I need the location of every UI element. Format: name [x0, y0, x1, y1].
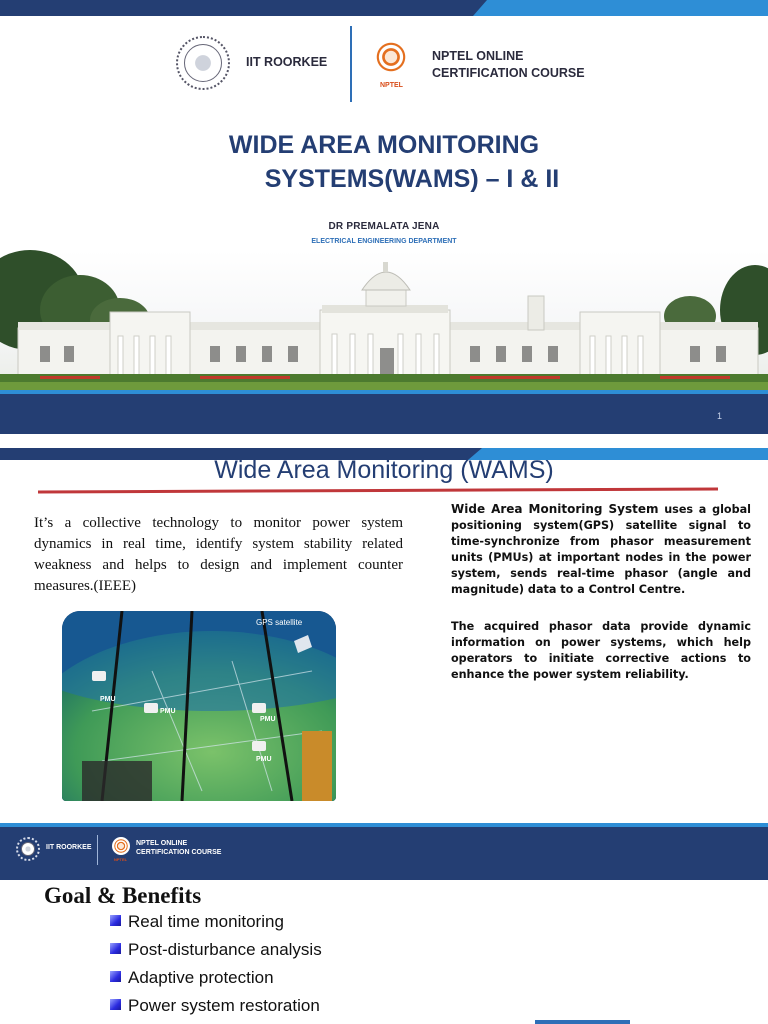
title-slide — [0, 0, 768, 448]
pmu-label: PMU — [160, 708, 176, 715]
pmu-label: PMU — [100, 696, 116, 703]
lecture-title-line-2: SYSTEMS(WAMS) – I & II — [264, 165, 560, 193]
wams-description — [451, 501, 751, 598]
nptel-logo-icon — [112, 837, 130, 855]
gps-satellite-label: GPS satellite — [256, 618, 303, 627]
title-underline — [38, 488, 718, 494]
wams-slide-footer — [0, 823, 768, 880]
iit-roorkee-seal-icon — [176, 36, 230, 90]
phasor-data-description: The acquired phasor data provide dynamic information on power systems, which help operators to initiate corrective actions to enhance the power system reliability. — [451, 620, 751, 681]
top-band — [0, 0, 768, 16]
lecture-title-line-1: WIDE AREA MONITORING — [228, 131, 540, 159]
campus-building-photo — [0, 250, 768, 390]
author-name: DR PREMALATA JENA — [328, 221, 440, 232]
bullet-square-icon — [110, 971, 121, 982]
slide-number: 1 — [716, 411, 722, 421]
bullet-square-icon — [110, 943, 121, 954]
nptel-logo-text: NPTEL — [380, 82, 403, 89]
slide-title: Goal & Benefits — [44, 883, 202, 908]
footer-nptel-text: NPTEL — [114, 857, 128, 862]
footer-course-name — [136, 839, 221, 857]
footer-course-line-1: NPTEL ONLINE — [136, 840, 188, 847]
top-band-accent — [473, 0, 768, 16]
list-item: Real time monitoring — [110, 910, 322, 938]
goals-slide — [0, 880, 768, 1024]
course-line-1: NPTEL ONLINE — [432, 49, 524, 63]
nptel-logo-icon — [372, 38, 410, 76]
course-line-2: CERTIFICATION COURSE — [432, 66, 585, 80]
lecture-title — [0, 128, 768, 196]
decorative-corner-bar — [535, 1020, 630, 1024]
course-name — [432, 48, 585, 82]
list-item: Power system restoration — [110, 994, 322, 1022]
list-item: Post-disturbance analysis — [110, 938, 322, 966]
department-name: ELECTRICAL ENGINEERING DEPARTMENT — [311, 238, 457, 245]
institute-name: IIT ROORKEE — [246, 55, 328, 69]
bullet-square-icon — [110, 915, 121, 926]
wams-description-body: uses a global positioning system(GPS) satellite signal to time-synchronize from phasor measurement units (PMUs) at important nodes in the power system, sends real-time phasor (angle and magnitude) data to a Control Centre. — [451, 503, 751, 596]
ieee-definition: It’s a collective technology to monitor power system dynamics in real time, identify system stability related weakness and helps to design and implement counter measures.(IEEE) — [34, 515, 403, 594]
pmu-label: PMU — [260, 716, 276, 723]
wams-description-lead: Wide Area Monitoring System — [451, 502, 659, 516]
campus-building-illustration — [0, 250, 768, 390]
list-item: Adaptive protection — [110, 966, 322, 994]
footer-institute-name: IIT ROORKEE — [46, 844, 92, 851]
wams-illustration — [62, 611, 336, 801]
title-slide-footer — [0, 390, 768, 434]
slide-title: Wide Area Monitoring (WAMS) — [214, 456, 554, 484]
bullet-square-icon — [110, 999, 121, 1010]
wams-slide — [0, 448, 768, 880]
benefits-list — [110, 910, 322, 1022]
footer-course-line-2: CERTIFICATION COURSE — [136, 849, 222, 856]
pmu-label: PMU — [256, 756, 272, 763]
footer-divider — [97, 835, 98, 865]
logo-divider — [350, 26, 352, 102]
iit-roorkee-seal-icon — [16, 837, 40, 861]
